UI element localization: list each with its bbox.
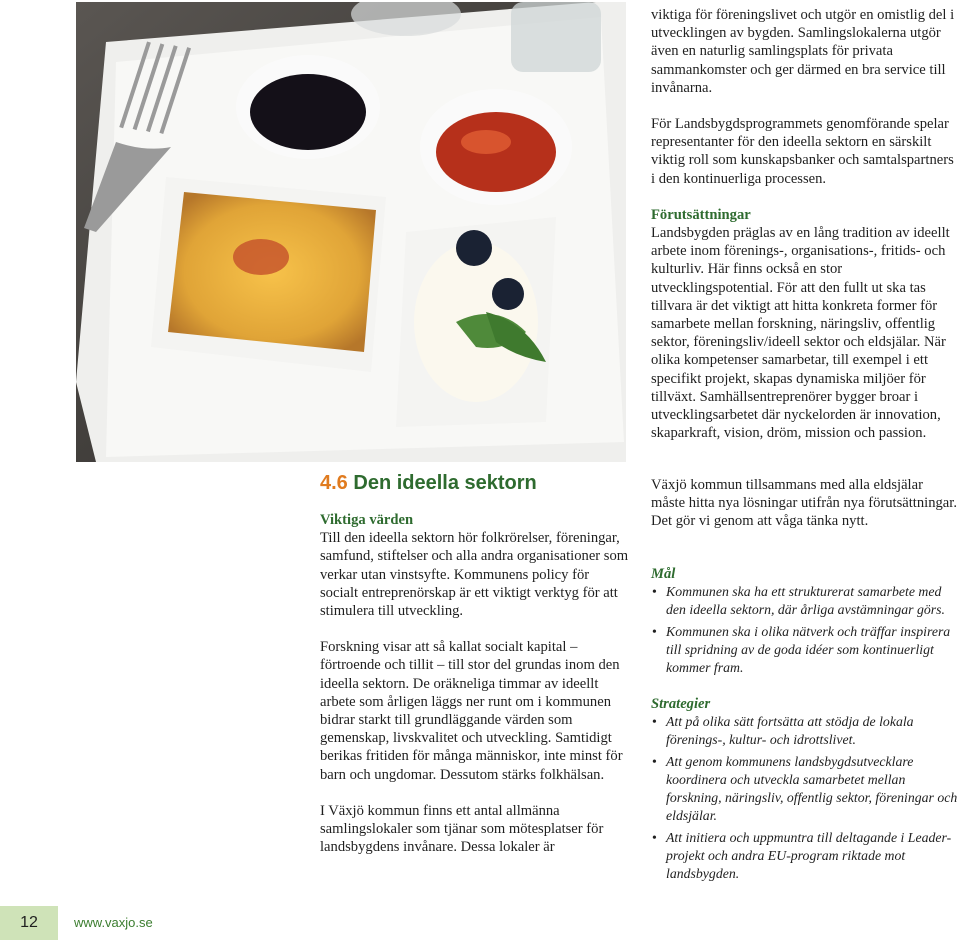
left-column xyxy=(320,471,630,856)
list-item: • Att initiera och uppmuntra till deltagande i Leader-projekt och andra EU-program riktade mot landsbygden. xyxy=(651,829,959,883)
paragraph: Forskning visar att så kallat socialt kapital – förtroende och tillit – till stor del grundas inom den ideella sektorn. De oräkneliga timmar av ideellt arbete som årligen läggs ner runt om i kommunen bidrar starkt till grundläggande värden som gemenskap, livskvalitet och utveckling. Samtidigt berikas fritiden för många människor, inte minst för barn och ungdomar. Dessutom stärks folkhälsan. xyxy=(320,639,623,783)
paragraph: Växjö kommun tillsammans med alla eldsjälar måste hitta nya lösningar utifrån nya förutsättningar. Det gör vi genom att våga tänka nytt. xyxy=(651,477,957,530)
page-number: 12 xyxy=(0,906,58,940)
paragraph: viktiga för föreningslivet och utgör en omistlig del i utvecklingen av bygden. Samlingslokalerna utgör även en naturlig samlingsplats för privata sammankomster och ger därmed en bra service till invånarna. xyxy=(651,7,955,96)
paragraph: I Växjö kommun finns ett antal allmänna samlingslokaler som tjänar som mötesplatser för landsbygdens invånare. Dessa lokaler är xyxy=(320,802,604,856)
goals-heading: Mål xyxy=(651,565,676,582)
strategies-heading: Strategier xyxy=(651,695,711,712)
sub-heading: Förutsättningar xyxy=(651,206,751,223)
strategies-list xyxy=(651,713,959,883)
list-item: • Att genom kommunens landsbygdsutvecklare koordinera och utveckla samarbetet mellan forskning, näringsliv, offentlig sektor, föreningar och eldsjälar. xyxy=(651,753,959,825)
section-heading xyxy=(320,471,630,495)
section-title: Den ideella sektorn xyxy=(353,472,537,494)
sub-heading: Viktiga värden xyxy=(320,512,414,528)
website-link[interactable]: www.vaxjo.se xyxy=(74,915,153,930)
paragraph: Landsbygden präglas av en lång tradition av ideellt arbete inom förenings-, organisations-, fritids- och kulturliv. Här finns också en stor utvecklingspotential. För att den fullt ut ska tas tillvara är det viktigt att hitta konkreta former för samarbete mellan forskning, näringsliv, offentlig sektor, föreningsliv/ideell sektor och eldsjälar. När olika kompetenser samarbetar, till exempel i ett specifikt projekt, skapas dynamiska miljöer för tillväxt. Samhällsentreprenörer bygger broar i utvecklingsarbetet där nyckelorden är innovation, skaparkraft, vision, dröm, mission och passion. xyxy=(651,225,950,442)
section-number: 4.6 xyxy=(320,472,348,494)
food-photo xyxy=(76,2,626,462)
list-item: • Att på olika sätt fortsätta att stödja de lokala förenings-, kultur- och idrottslivet. xyxy=(651,713,959,749)
list-item: • Kommunen ska ha ett strukturerat samarbete med den ideella sektorn, där årliga avstämningar görs. xyxy=(651,583,959,619)
goals-list xyxy=(651,583,959,677)
right-column-bottom xyxy=(651,476,959,887)
paragraph: För Landsbygdsprogrammets genomförande spelar representanter för den ideella sektorn en särskilt viktig roll som kunskapsbanker och samtalspartners i den kontinuerliga processen. xyxy=(651,116,954,187)
right-column-top xyxy=(651,6,956,442)
list-item: • Kommunen ska i olika nätverk och träffar inspirera till spridning av de goda idéer som kontinuerligt kommer fram. xyxy=(651,623,959,677)
paragraph: Till den ideella sektorn hör folkrörelser, föreningar, samfund, stiftelser och alla andra organisationer som verkar utan vinstsyfte. Kommunens policy för socialt entreprenörskap är ett viktigt verktyg för att stimulera till utveckling. xyxy=(320,530,629,620)
